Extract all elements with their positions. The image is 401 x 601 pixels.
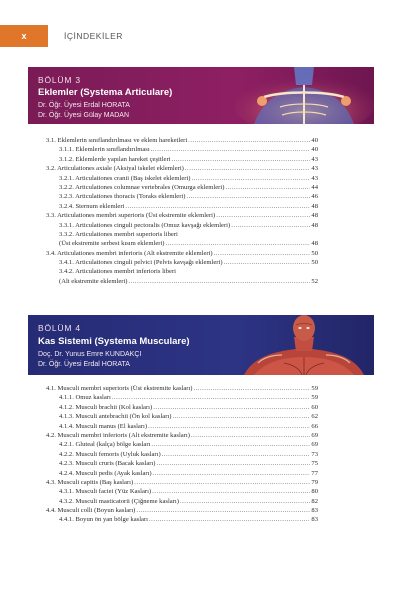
chapter-3-author-2: Dr. Öğr. Üyesi Gülay MADAN bbox=[38, 112, 130, 119]
toc-entry-text: 4.1. Musculi membri superioris (Üst ekstremite kasları) bbox=[46, 385, 193, 392]
toc-entry-page: 40 bbox=[311, 146, 318, 154]
toc-entry-text: 3.4.2. Articulationes membri inferioris liberi bbox=[59, 268, 177, 276]
toc-entry bbox=[46, 487, 318, 496]
page-number: x bbox=[0, 25, 48, 47]
toc-entry-text: (Üst ekstremite serbest kısım eklemleri) bbox=[59, 240, 165, 248]
toc-entry-text: 4.4. Musculi colli (Boyun kasları) bbox=[46, 507, 136, 515]
toc-entry-text: 4.3.1. Musculi faciei (Yüz Kasları) bbox=[59, 488, 152, 496]
toc-entry-page: 50 bbox=[311, 249, 318, 257]
chapter-3-banner bbox=[28, 67, 374, 124]
toc-entry-page: 83 bbox=[311, 516, 318, 524]
toc-entry-text: 4.2.2. Musculi femoris (Uyluk kasları) bbox=[59, 450, 161, 458]
chapter-4-label: BÖLÜM 4 bbox=[38, 323, 81, 333]
toc-entry-text: 4.3. Musculi capitis (Baş kasları) bbox=[46, 478, 134, 486]
toc-entry-page: 48 bbox=[311, 202, 318, 210]
toc-entry bbox=[46, 412, 318, 421]
toc-entry bbox=[46, 230, 318, 239]
toc-entry-page: 43 bbox=[311, 174, 318, 182]
toc-entry-page: 83 bbox=[311, 507, 318, 515]
toc-entry bbox=[46, 403, 318, 412]
chapter-4-author-1: Doç. Dr. Yunus Emre KUNDAKÇI bbox=[38, 351, 142, 358]
toc-entry-page: 69 bbox=[311, 441, 318, 449]
toc-entry-page: 75 bbox=[311, 460, 318, 468]
toc-entry-page: 62 bbox=[311, 413, 318, 421]
toc-entry-page: 73 bbox=[311, 450, 318, 458]
toc-entry-text: 4.1.3. Musculi antebrachii (Ön kol kasları) bbox=[59, 413, 172, 421]
toc-entry-page: 43 bbox=[311, 165, 318, 173]
toc-entry bbox=[46, 249, 318, 258]
toc-entry-page: 48 bbox=[311, 212, 318, 220]
chapter-3-label: BÖLÜM 3 bbox=[38, 75, 81, 85]
toc-entry-page: 44 bbox=[311, 183, 318, 191]
toc-entry bbox=[46, 145, 318, 154]
toc-entry-text: 3.1.2. Eklemlerde yapılan hareket çeşitleri bbox=[59, 155, 171, 163]
chapter-4-title: Kas Sistemi (Systema Musculare) bbox=[38, 336, 190, 347]
toc-entry-page: 66 bbox=[311, 422, 318, 430]
toc-entry bbox=[46, 440, 318, 449]
toc-entry-page: 52 bbox=[311, 277, 318, 285]
toc-entry-text: 4.2. Musculi membri inferioris (Alt ekstremite kasları) bbox=[46, 431, 190, 439]
toc-entry-text: 4.2.3. Musculi cruris (Bacak kasları) bbox=[59, 460, 156, 468]
toc-entry bbox=[46, 450, 318, 459]
toc-entry-text: 4.2.4. Musculi pedis (Ayak kasları) bbox=[59, 469, 152, 477]
toc-entry-page: 48 bbox=[311, 221, 318, 229]
toc-entry bbox=[46, 277, 318, 286]
toc-entry bbox=[46, 258, 318, 267]
toc-entry bbox=[46, 192, 318, 201]
toc-entry-text: 4.4.1. Boyun ön yan bölge kasları bbox=[59, 516, 149, 524]
muscular-torso-illustration bbox=[224, 315, 374, 375]
toc-entry bbox=[46, 469, 318, 478]
toc-entry bbox=[46, 431, 318, 440]
chapter-4-toc bbox=[46, 384, 318, 525]
toc-entry bbox=[46, 515, 318, 524]
toc-entry-text: 3.1.1. Eklemlerin sınıflandırılması bbox=[59, 146, 150, 154]
toc-entry bbox=[46, 267, 318, 276]
toc-entry-text: 3.3.2. Articulationes membri superioris liberi bbox=[59, 230, 178, 238]
toc-entry-page: 50 bbox=[311, 259, 318, 267]
toc-entry-text: 3.2.4. Sternum eklemleri bbox=[59, 202, 125, 210]
toc-entry-text: 3.2. Articulationes axiale (Aksiyal iskelet eklemleri) bbox=[46, 165, 184, 173]
chapter-3-title: Eklemler (Systema Articulare) bbox=[38, 87, 173, 98]
toc-entry bbox=[46, 221, 318, 230]
toc-entry bbox=[46, 393, 318, 402]
toc-entry bbox=[46, 459, 318, 468]
toc-entry-text: 4.3.2. Musculi masticatorii (Çiğneme kasları) bbox=[59, 497, 179, 505]
chapter-3-toc bbox=[46, 136, 318, 286]
toc-entry-text: 3.1. Eklemlerin sınıflandırılması ve eklem hareketleri bbox=[46, 137, 188, 144]
toc-entry bbox=[46, 239, 318, 248]
toc-entry-text: 4.2.1. Gluteal (kalça) bölge kasları bbox=[59, 441, 151, 449]
toc-entry-page: 59 bbox=[311, 394, 318, 402]
toc-entry bbox=[46, 478, 318, 487]
toc-entry-text: 3.3. Articulationes membri superioris (Üst ekstremite eklemleri) bbox=[46, 212, 216, 220]
chapter-4-banner bbox=[28, 315, 374, 375]
toc-entry-text: 3.4.1. Articulationes cinguli pelvici (Pelvis kavşağı eklemleri) bbox=[59, 259, 223, 267]
toc-entry bbox=[46, 183, 318, 192]
toc-entry bbox=[46, 174, 318, 183]
toc-entry-page: 60 bbox=[311, 403, 318, 411]
toc-entry-page: 69 bbox=[311, 431, 318, 439]
toc-entry-page: 80 bbox=[311, 488, 318, 496]
toc-entry-text: 3.2.3. Articulationes thoracis (Toraks eklemleri) bbox=[59, 193, 186, 201]
toc-entry-text: 3.2.1. Articulationes cranii (Baş iskelet eklemleri) bbox=[59, 174, 191, 182]
toc-entry-text: (Alt ekstremite eklemleri) bbox=[59, 277, 128, 285]
toc-entry-page: 43 bbox=[311, 155, 318, 163]
toc-entry bbox=[46, 164, 318, 173]
toc-entry-text: 4.1.1. Omuz kasları bbox=[59, 394, 111, 402]
toc-entry-page: 59 bbox=[311, 385, 318, 392]
toc-entry bbox=[46, 506, 318, 515]
toc-entry bbox=[46, 384, 318, 393]
toc-entry-text: 3.2.2. Articulationes columnae vertebrales (Omurga eklemleri) bbox=[59, 183, 225, 191]
toc-entry-page: 79 bbox=[311, 478, 318, 486]
toc-entry bbox=[46, 155, 318, 164]
toc-entry-page: 46 bbox=[311, 193, 318, 201]
toc-entry-text: 4.1.4. Musculi manus (El kasları) bbox=[59, 422, 148, 430]
toc-entry bbox=[46, 211, 318, 220]
toc-entry bbox=[46, 136, 318, 145]
toc-entry-page: 82 bbox=[311, 497, 318, 505]
chapter-3-author-1: Dr. Öğr. Üyesi Erdal HORATA bbox=[38, 102, 130, 109]
toc-entry bbox=[46, 422, 318, 431]
skeletal-shoulders-illustration bbox=[224, 67, 374, 124]
section-title: İÇİNDEKİLER bbox=[64, 31, 123, 41]
toc-entry-page: 48 bbox=[311, 240, 318, 248]
toc-entry bbox=[46, 497, 318, 506]
toc-entry bbox=[46, 202, 318, 211]
toc-entry-text: 3.3.1. Articulationes cinguli pectoralis (Omuz kavşağı eklemleri) bbox=[59, 221, 231, 229]
toc-entry-text: 4.1.2. Musculi brachii (Kol kasları) bbox=[59, 403, 153, 411]
toc-entry-page: 40 bbox=[311, 137, 318, 144]
toc-entry-text: 3.4. Articulationes membri inferioris (Alt ekstremite eklemleri) bbox=[46, 249, 213, 257]
toc-entry-page: 77 bbox=[311, 469, 318, 477]
chapter-4-author-2: Dr. Öğr. Üyesi Erdal HORATA bbox=[38, 361, 130, 368]
